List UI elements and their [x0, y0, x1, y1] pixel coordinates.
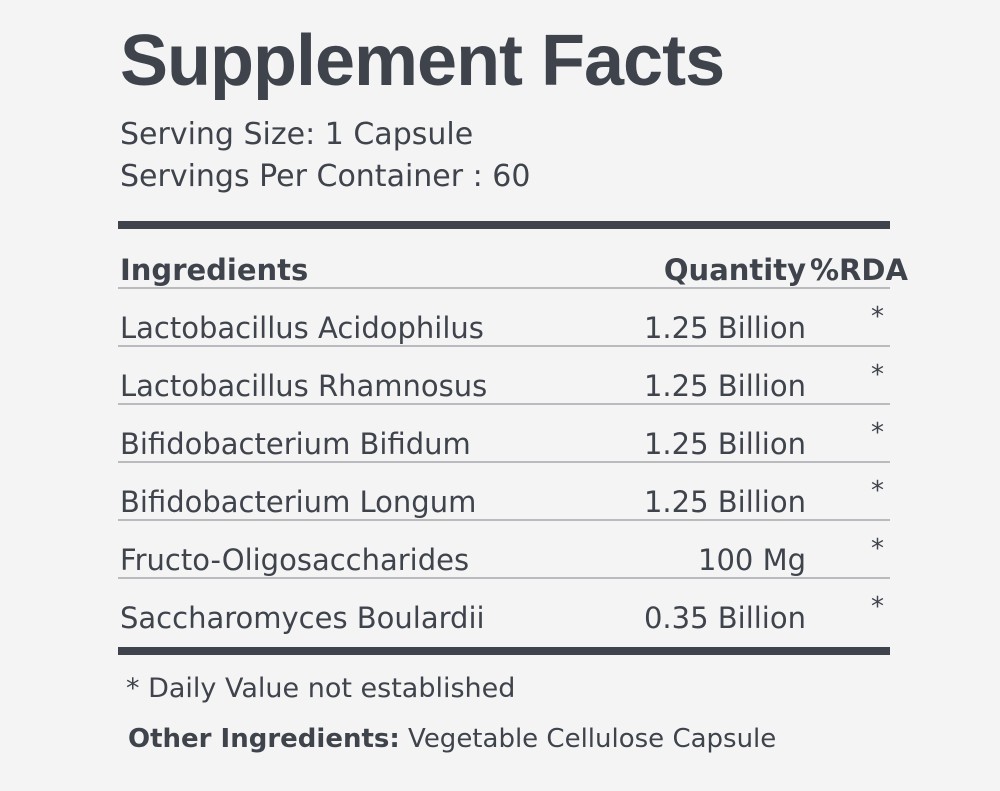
ingredient-name: Bifidobacterium Longum: [118, 462, 578, 520]
ingredient-quantity: 0.35 Billion: [578, 578, 810, 635]
column-header-quantity: Quantity: [663, 252, 806, 287]
ingredient-name: Fructo-Oligosaccharides: [118, 520, 578, 578]
serving-size-text: Serving Size: 1 Capsule: [120, 116, 474, 152]
ingredient-rda: *: [810, 462, 890, 520]
other-ingredients-value: Vegetable Cellulose Capsule: [408, 723, 777, 754]
servings-per-container-text: Servings Per Container : 60: [120, 159, 531, 195]
ingredient-name: Lactobacillus Acidophilus: [118, 288, 578, 346]
supplement-facts-table: [118, 229, 908, 635]
column-header-ingredients: Ingredients: [120, 252, 309, 287]
ingredient-rda: *: [810, 404, 890, 462]
daily-value-footnote: * Daily Value not established: [126, 672, 516, 704]
ingredient-name: Lactobacillus Rhamnosus: [118, 346, 578, 404]
other-ingredients-line: [128, 724, 890, 754]
other-ingredients-label: Other Ingredients:: [128, 723, 400, 754]
ingredient-rda: *: [810, 578, 890, 635]
supplement-facts-panel: [118, 21, 908, 754]
column-header-rda: %RDA: [810, 252, 908, 287]
ingredient-name: Bifidobacterium Bifidum: [118, 404, 578, 462]
table-header-row: [118, 229, 890, 288]
ingredient-quantity: 1.25 Billion: [578, 404, 810, 462]
table-row: [118, 578, 890, 635]
table-row: [118, 346, 890, 404]
top-divider: [118, 221, 890, 229]
ingredient-rda: *: [810, 346, 890, 404]
bottom-divider: [118, 647, 890, 655]
ingredient-quantity: 1.25 Billion: [578, 346, 810, 404]
ingredient-quantity: 1.25 Billion: [578, 462, 810, 520]
table-row: [118, 520, 890, 578]
ingredient-quantity: 1.25 Billion: [578, 288, 810, 346]
table-row: [118, 462, 890, 520]
page-title: Supplement Facts: [120, 21, 725, 101]
ingredient-rda: *: [810, 288, 890, 346]
ingredient-quantity: 100 Mg: [578, 520, 810, 578]
table-row: [118, 404, 890, 462]
ingredient-rda: *: [810, 520, 890, 578]
ingredient-name: Saccharomyces Boulardii: [118, 578, 578, 635]
table-row: [118, 288, 890, 346]
